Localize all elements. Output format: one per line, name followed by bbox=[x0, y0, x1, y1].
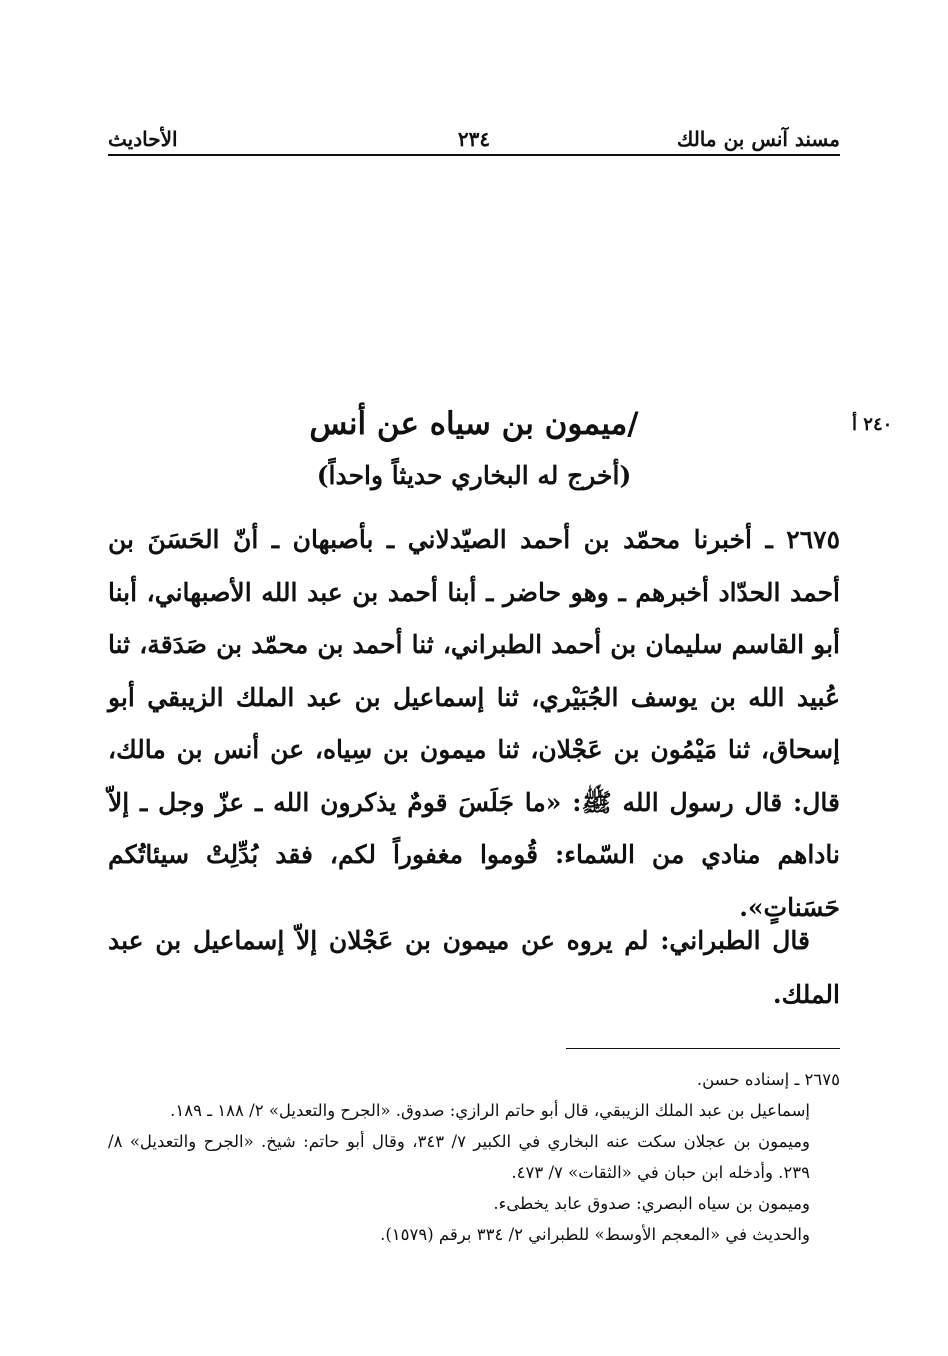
footnote-head: ٢٦٧٥ ـ إسناده حسن. bbox=[696, 1070, 840, 1089]
header-book-title: مسند آنس بن مالك bbox=[676, 127, 840, 151]
section-title: /ميمون بن سياه عن أنس bbox=[309, 406, 639, 442]
footnote-line: والحديث في «المعجم الأوسط» للطبراني ٢/ ٣٣٤ برقم (١٥٧٩). bbox=[380, 1225, 810, 1244]
footnote-line: وميمون بن عجلان سكت عنه البخاري في الكبير ٧/ ٣٤٣، وقال أبو حاتم: شيخ. «الجرح والتعديل» ٨/ ٢٣٩. وأدخله ابن حبان في «الثقات» ٧/ ٤٧٣. bbox=[108, 1132, 810, 1182]
footnote-separator bbox=[566, 1048, 840, 1049]
page-number: ٢٣٤ bbox=[457, 127, 491, 151]
tabarani-comment: قال الطبراني: لم يروه عن ميمون بن عَجْلان إلاّ إسماعيل بن عبد الملك. bbox=[108, 926, 840, 1009]
hadith-text: ٢٦٧٥ ـ أخبرنا محمّد بن أحمد الصيّدلاني ـ بأصبهان ـ أنّ الحَسَنَ بن أحمد الحدّاد أخبرهم ـ وهو حاضر ـ أبنا أحمد بن عبد الله الأصبهاني، أبنا أبو القاسم سليمان بن أحمد الطبراني، ثنا أحمد بن محمّد بن صَدَقة، ثنا عُبيد الله بن يوسف الجُبَيْري، ثنا إسماعيل بن عبد الملك الزيبقي أبو إسحاق، ثنا مَيْمُون بن عَجْلان، ثنا ميمون بن سِياه، عن أنس بن مالك، قال: قال رسول الله ﷺ: «ما جَلَسَ قومٌ يذكرون الله ـ عزّ وجل ـ إلاّ ناداهم منادي من السّماء: قُوموا مغفوراً لكم، فقد بُدِّلِتْ سيئاتُكم حَسَناتٍ». bbox=[108, 525, 840, 922]
footnote-line: إسماعيل بن عبد الملك الزيبقي، قال أبو حاتم الرازي: صدوق. «الجرح والتعديل» ٢/ ١٨٨ ـ ١٨٩. bbox=[170, 1101, 810, 1120]
footnote-body bbox=[108, 1095, 840, 1250]
section-subtitle: (أخرج له البخاري حديثاً واحداً) bbox=[316, 461, 632, 490]
running-header bbox=[108, 126, 840, 156]
manuscript-folio-note: ٢٤٠ أ bbox=[852, 414, 893, 435]
header-section-title: الأحاديث bbox=[108, 127, 178, 151]
footnotes bbox=[108, 1064, 840, 1250]
footnote-line: وميمون بن سياه البصري: صدوق عابد يخطىء. bbox=[493, 1194, 810, 1213]
